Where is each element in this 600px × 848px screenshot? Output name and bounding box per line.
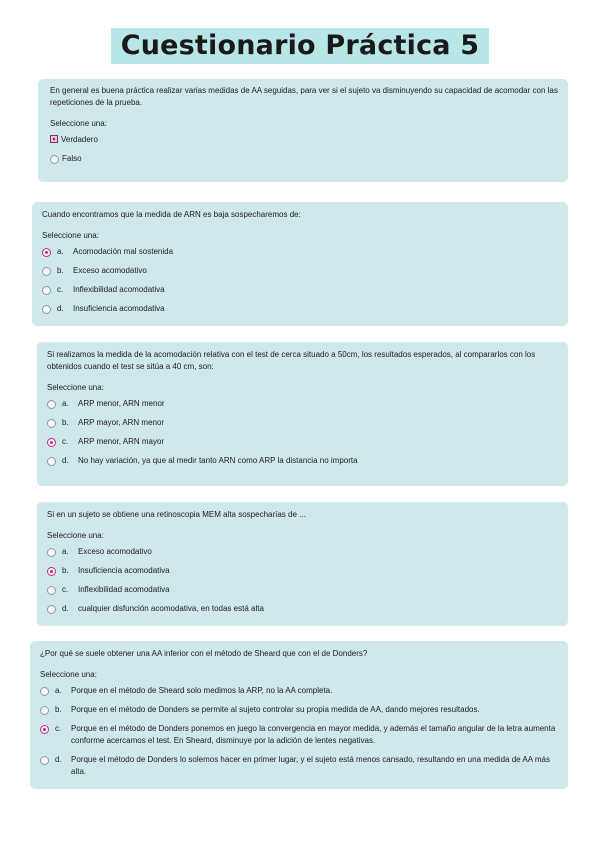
option-text: Inflexibilidad acomodativa <box>73 285 165 294</box>
radio-icon[interactable] <box>47 457 56 466</box>
radio-selected-icon[interactable] <box>47 567 56 576</box>
option-text: ARP menor, ARN menor <box>78 399 165 408</box>
option-a[interactable] <box>47 398 558 410</box>
option-letter: d. <box>62 604 69 613</box>
option-text: Insuficiencia acomodativa <box>73 304 165 313</box>
option-text: cualquier disfunción acomodativa, en todas está alta <box>78 604 264 613</box>
answer-prompt: Seleccione una: <box>50 119 107 128</box>
answer-prompt: Seleccione una: <box>42 231 99 240</box>
radio-icon[interactable] <box>47 400 56 409</box>
option-letter: a. <box>62 399 69 408</box>
option-letter: b. <box>62 566 69 575</box>
option-c[interactable] <box>40 723 558 747</box>
question-card-1 <box>38 79 568 182</box>
radio-icon[interactable] <box>47 605 56 614</box>
page-title: Cuestionario Práctica 5 <box>111 28 490 64</box>
option-letter: c. <box>55 724 62 733</box>
option-text: Porque en el método de Sheard solo medimos la ARP, no la AA completa. <box>71 686 333 695</box>
option-d[interactable] <box>40 754 558 778</box>
option-text: Porque el método de Donders lo solemos hacer en primer lugar, y el sujeto está menos cansado, resultando en una medida de AA más alta. <box>71 755 550 776</box>
option-text: Exceso acomodativo <box>78 547 152 556</box>
radio-icon[interactable] <box>50 155 59 164</box>
radio-icon[interactable] <box>40 706 49 715</box>
radio-selected-icon[interactable] <box>42 248 51 257</box>
question-card-3 <box>37 342 568 486</box>
checked-checkbox-icon[interactable] <box>50 135 58 143</box>
question-card-4 <box>37 502 568 626</box>
radio-icon[interactable] <box>42 267 51 276</box>
option-b[interactable] <box>42 265 558 277</box>
option-letter: c. <box>62 437 69 446</box>
option-falso[interactable] <box>50 153 558 165</box>
title-area <box>0 28 600 64</box>
radio-icon[interactable] <box>47 548 56 557</box>
option-text: Acomodación mal sostenida <box>73 247 174 256</box>
option-verdadero[interactable] <box>50 134 558 146</box>
option-c[interactable] <box>47 436 558 448</box>
option-text: Porque en el método de Donders ponemos en juego la convergencia en mayor medida, y además el tamaño angular de la letra aumenta conforme acercamos el test. En Sheard, disminuye por la adición de lentes negativas. <box>71 724 556 745</box>
option-text: Inflexibilidad acomodativa <box>78 585 170 594</box>
option-text: Porque en el método de Donders se permite al sujeto controlar su propia medida de AA, dando mejores resultados. <box>71 705 480 714</box>
option-letter: a. <box>57 247 64 256</box>
radio-icon[interactable] <box>40 756 49 765</box>
option-text: ARP menor, ARN mayor <box>78 437 165 446</box>
option-text: ARP mayor, ARN menor <box>78 418 165 427</box>
question-text: Si en un sujeto se obtiene una retinoscopia MEM alta sospecharías de ... <box>47 510 306 519</box>
radio-selected-icon[interactable] <box>40 725 49 734</box>
question-text: Si realizamos la medida de la acomodación relativa con el test de cerca situado a 50cm, los resultados esperados, al compararlos con los obtenidos cuando el test se sitúa a 40 cm, son: <box>47 350 536 371</box>
option-letter: b. <box>62 418 69 427</box>
option-text: Exceso acomodativo <box>73 266 147 275</box>
radio-icon[interactable] <box>47 419 56 428</box>
question-card-2 <box>32 202 568 326</box>
option-letter: d. <box>57 304 64 313</box>
option-text: Falso <box>62 154 82 163</box>
option-text: Verdadero <box>61 135 98 144</box>
option-letter: d. <box>55 755 62 764</box>
question-card-5 <box>30 641 568 789</box>
radio-selected-icon[interactable] <box>47 438 56 447</box>
answer-prompt: Seleccione una: <box>47 383 104 392</box>
radio-icon[interactable] <box>42 286 51 295</box>
option-a[interactable] <box>40 685 558 697</box>
option-b[interactable] <box>40 704 558 716</box>
radio-icon[interactable] <box>47 586 56 595</box>
question-text: ¿Por qué se suele obtener una AA inferior con el método de Sheard que con el de Donders? <box>40 649 368 658</box>
question-text: Cuando encontramos que la medida de ARN es baja sospecharemos de: <box>42 210 301 219</box>
option-letter: b. <box>55 705 62 714</box>
option-letter: d. <box>62 456 69 465</box>
option-a[interactable] <box>47 546 558 558</box>
answer-prompt: Seleccione una: <box>47 531 104 540</box>
option-letter: c. <box>62 585 69 594</box>
radio-icon[interactable] <box>40 687 49 696</box>
option-text: No hay variación, ya que al medir tanto ARN como ARP la distancia no importa <box>78 456 358 465</box>
option-text: Insuficiencia acomodativa <box>78 566 170 575</box>
option-c[interactable] <box>47 584 558 596</box>
option-letter: a. <box>62 547 69 556</box>
option-d[interactable] <box>47 603 558 615</box>
option-d[interactable] <box>42 303 558 315</box>
radio-icon[interactable] <box>42 305 51 314</box>
option-letter: c. <box>57 285 64 294</box>
option-letter: a. <box>55 686 62 695</box>
option-a[interactable] <box>42 246 558 258</box>
option-b[interactable] <box>47 565 558 577</box>
answer-prompt: Seleccione una: <box>40 670 97 679</box>
option-b[interactable] <box>47 417 558 429</box>
option-letter: b. <box>57 266 64 275</box>
option-d[interactable] <box>47 455 558 467</box>
option-c[interactable] <box>42 284 558 296</box>
question-text: En general es buena práctica realizar varias medidas de AA seguidas, para ver si el sujeto va disminuyendo su capacidad de acomodar con las repeticiones de la prueba. <box>50 86 558 107</box>
